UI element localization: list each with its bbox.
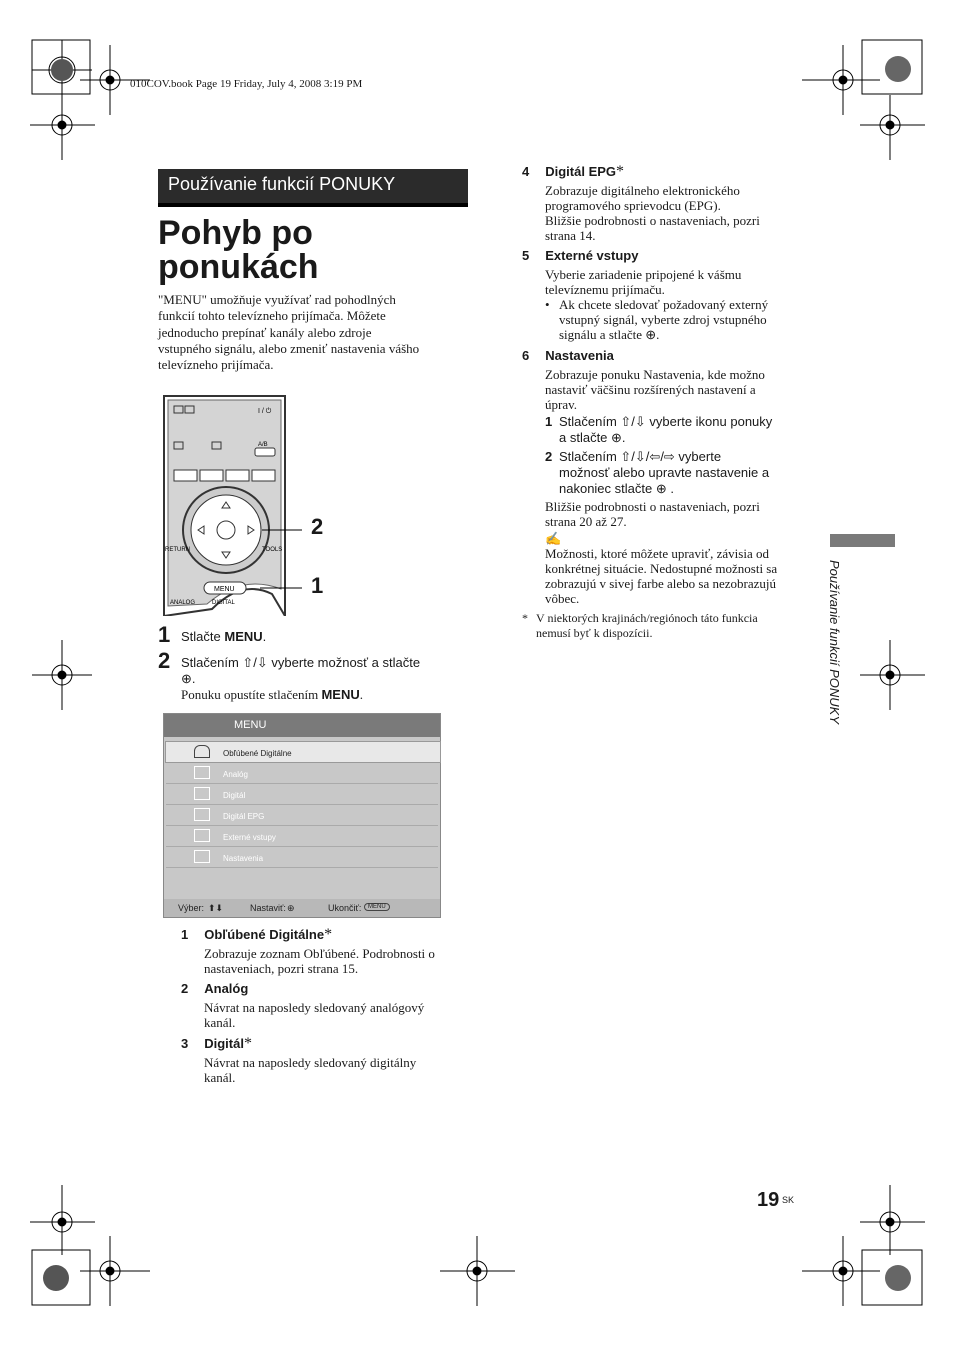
callout-lines [260, 520, 310, 600]
footnote: * V niektorých krajinách/regiónoch táto funkcia nemusí byť k dispozícii. [522, 611, 758, 640]
menu-header: MENU [164, 714, 440, 737]
menu-screen [163, 713, 441, 918]
section-title: Používanie funkcií PONUKY [168, 174, 396, 194]
item-2: 2 Analóg Návrat na naposledy sledovaný analógový kanál. [181, 981, 425, 1030]
note-pencil-icon: ✍ [545, 531, 562, 546]
item-3: 3 Digitál* Návrat na naposledy sledovaný digitálny kanál. [181, 1035, 417, 1085]
remote-return-label: RETURN [165, 547, 190, 553]
analog-tv-icon [194, 766, 210, 779]
input-icon [194, 829, 210, 842]
menu-item-settings[interactable]: Nastavenia [166, 847, 438, 868]
callout-2: 2 [311, 514, 324, 539]
bullet-mark: • [545, 297, 550, 312]
remote-tools-label: TOOLS [262, 547, 283, 553]
callout-1: 1 [311, 573, 324, 598]
side-tab-marker [830, 534, 895, 547]
heart-icon [194, 745, 210, 758]
menu-footer: Výber: ⬆⬇ Nastaviť: ⊕ Ukončiť: MENU [164, 899, 440, 917]
step-2-note: Ponuku opustíte stlačením MENU. [181, 687, 363, 702]
item-5: 5 Externé vstupy Vyberie zariadenie pripojené k vášmu televíznemu prijímaču. • Ak chcete sledovať požadovaný externý vstupný signál, vyberte zdroj vstupného signálu a stlačte ⊕. [522, 248, 769, 342]
intro-paragraph: "MENU" umožňuje využívať rad pohodlných funkcií tohto televízneho prijímača. Môžete jednoducho prepínať kanály alebo zdroje vstupného signálu, alebo zmeniť nastavenia vášho televízneho prijímača. [158, 292, 420, 373]
section-bar [158, 169, 468, 207]
digital-tv-icon [194, 787, 210, 800]
remote-menu-label: MENU [214, 586, 235, 593]
step-2-text: Stlačením ⇧/⇩ vyberte možnosť a stlačte ⊕. [181, 655, 421, 686]
menu-item-digital[interactable]: Digitál [166, 784, 438, 805]
item-4: 4 Digitál EPG* Zobrazuje digitálneho elektronického programového sprievodcu (EPG). Bližšie podrobnosti o nastaveniach, pozri strana 14. [522, 163, 760, 243]
menu-item-favorites[interactable]: Obľúbené Digitálne [165, 741, 441, 763]
page-number: 19 [757, 1189, 780, 1211]
step-1-number: 1 [158, 622, 171, 647]
page-language: SK [782, 1195, 795, 1205]
page-title: Pohyb po ponukách [158, 214, 319, 286]
menu-item-external-inputs[interactable]: Externé vstupy [166, 826, 438, 847]
step-1-text: Stlačte MENU. [181, 629, 267, 644]
epg-icon [194, 808, 210, 821]
toolbox-icon [194, 850, 210, 863]
item-1: 1 Obľúbené Digitálne* Zobrazuje zoznam Obľúbené. Podrobnosti o nastaveniach, pozri strana 15. [181, 926, 435, 976]
remote-analog-label: ANALOG [170, 600, 196, 606]
remote-power-label: I / ⏻ [258, 408, 272, 415]
enter-icon: ⊕ [287, 903, 295, 913]
up-down-icon: ⬆⬇ [208, 903, 224, 913]
note-block: ✍ Možnosti, ktoré môžete upraviť, závisia od konkrétnej situácie. Nedostupné možnosti sa zobrazujú v sivej farbe alebo sa nezobrazujú vôbec. [545, 531, 802, 606]
item-6: 6 Nastavenia Zobrazuje ponuku Nastavenia, kde možno nastaviť väčšinu rozšírených nastavení a úprav. 1 Stlačením ⇧/⇩ vyberte ikonu ponuky a stlačte ⊕. 2 Stlačením ⇧/⇩/⇦/⇨ vyberte možnosť alebo upravte nastavenie a nakoniec stlačte ⊕ . Bližšie podrobnosti o nastaveniach, pozri strana 20 až 27. ✍ Možnosti, ktoré môžete upraviť, závisia od konkrétnej situácie. Nedostupné možnosti sa zobrazujú v sivej farbe alebo sa nezobrazujú vôbec. [522, 347, 802, 606]
remote-digital-label: DIGITAL [212, 600, 235, 606]
side-section-label: Používanie funkcií PONUKY [827, 560, 842, 725]
menu-item-digital-epg[interactable]: Digitál EPG [166, 805, 438, 826]
step-2-number: 2 [158, 648, 171, 673]
menu-item-analog[interactable]: Analóg [166, 763, 438, 784]
file-info-header: 010COV.book Page 19 Friday, July 4, 2008 3:19 PM [130, 78, 363, 90]
remote-ab-label: A/B [258, 442, 268, 448]
